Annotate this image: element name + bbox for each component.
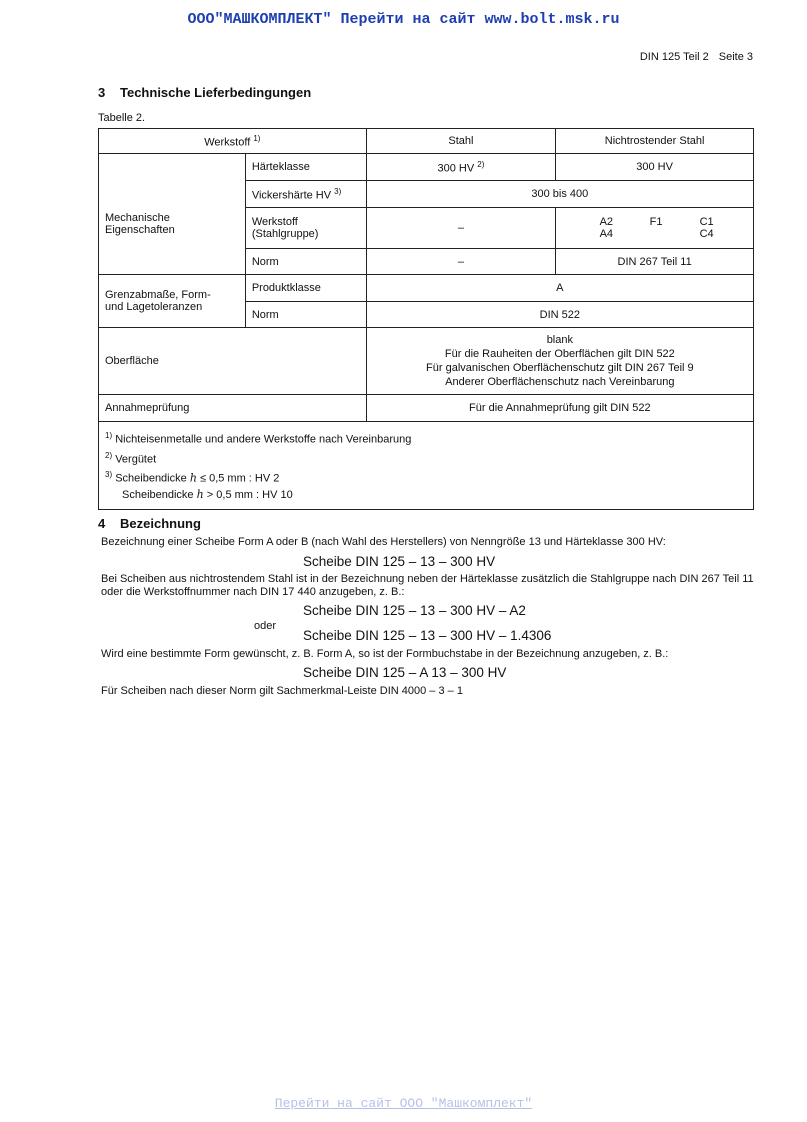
header-nichtrostender-stahl: Nichtrostender Stahl xyxy=(556,129,754,154)
designation-example-1: Scheibe DIN 125 – 13 – 300 HV xyxy=(303,554,496,569)
oder-label: oder xyxy=(254,620,277,632)
paragraph-4: Für Scheiben nach dieser Norm gilt Sachmerkmal-Leiste DIN 4000 – 3 – 1 xyxy=(101,685,463,697)
specs-table xyxy=(98,128,754,510)
top-banner-link[interactable]: ООО"МАШКОМПЛЕКТ" Перейти на сайт www.bolt.msk.ru xyxy=(187,11,620,28)
section-title: Bezeichnung xyxy=(120,516,201,531)
table-footnotes xyxy=(99,422,754,510)
bottom-site-link[interactable]: Перейти на сайт ООО "Машкомплект" xyxy=(274,1096,533,1111)
footnote-1: $^{1)}$ Nichteisenmetalle und andere Werkstoffe nach Vereinbarung xyxy=(105,431,412,446)
werkstoff-stahl: – xyxy=(366,208,556,249)
norm2-value: DIN 522 xyxy=(366,302,753,328)
norm2-label: Norm xyxy=(245,302,366,328)
paragraph-3: Wird eine bestimmte Form gewünscht, z. B. Form A, so ist der Formbuchstabe in der Bezeichnung anzugeben, z. B.: xyxy=(101,648,669,660)
table-row xyxy=(99,154,754,181)
haerteklasse-label: Härteklasse xyxy=(245,154,366,181)
section-number: 4 xyxy=(98,516,106,531)
designation-example-4: Scheibe DIN 125 – A 13 – 300 HV xyxy=(303,665,507,680)
header-werkstoff: Werkstoff $^{1)}$ xyxy=(99,129,367,154)
footnote-3-line-2: Scheibendicke h > 0,5 mm : HV 10 xyxy=(122,487,293,501)
annahmepruefung-value: Für die Annahmeprüfung gilt DIN 522 xyxy=(366,395,753,422)
werkstoff-nichtrost: A2 F1 C1 A4 C4 xyxy=(556,208,754,249)
paragraph-1: Bezeichnung einer Scheibe Form A oder B (nach Wahl des Herstellers) von Nenngröße 13 und Härteklasse 300 HV: xyxy=(101,536,666,548)
table-row xyxy=(99,395,754,422)
grenzabmasse-label: Grenzabmaße, Form- und Lagetoleranzen xyxy=(99,275,246,328)
doc-number: DIN 125 Teil 2 xyxy=(639,51,709,63)
vickershaerte-value: 300 bis 400 xyxy=(366,181,753,208)
table-caption: Tabelle 2. xyxy=(98,112,146,124)
norm-stahl: – xyxy=(366,249,556,275)
section-3-heading xyxy=(98,85,311,100)
paragraph-2: Bei Scheiben aus nichtrostendem Stahl ist in der Bezeichnung neben der Härteklasse zusätzlich die Stahlgruppe nach DIN 267 Teil 11 oder die Werkstoffnummer nach DIN 17 440 anzugeben, z. B.: xyxy=(101,573,754,598)
page-header xyxy=(640,51,753,63)
section-4-heading xyxy=(98,516,201,531)
header-stahl: Stahl xyxy=(366,129,556,154)
produktklasse-value: A xyxy=(366,275,753,302)
section-number: 3 xyxy=(98,85,106,100)
table-footnotes-row xyxy=(99,422,754,510)
haerteklasse-nichtrost: 300 HV xyxy=(556,154,754,181)
section-title: Technische Lieferbedingungen xyxy=(120,85,312,100)
annahmepruefung-label: Annahmeprüfung xyxy=(99,395,367,422)
designation-example-2: Scheibe DIN 125 – 13 – 300 HV – A2 xyxy=(303,603,526,618)
footnote-3: $^{3)}$ Scheibendicke h ≤ 0,5 mm : HV 2 xyxy=(105,470,280,485)
mechanische-eigenschaften-label: Mechanische Eigenschaften xyxy=(99,154,246,275)
oberflaeche-value: blank Für die Rauheiten der Oberflächen gilt DIN 522 Für galvanischen Oberflächenschutz gilt DIN 267 Teil 9 Anderer Oberflächenschutz nach Vereinbarung xyxy=(366,328,753,395)
norm-nichtrost: DIN 267 Teil 11 xyxy=(556,249,754,275)
oberflaeche-label: Oberfläche xyxy=(99,328,367,395)
footnote-2: $^{2)}$ Vergütet xyxy=(105,450,157,466)
table-row xyxy=(99,328,754,395)
produktklasse-label: Produktklasse xyxy=(245,275,366,302)
designation-example-3: Scheibe DIN 125 – 13 – 300 HV – 1.4306 xyxy=(303,628,552,643)
vickershaerte-label: Vickershärte HV $^{3)}$ xyxy=(245,181,366,208)
norm-label: Norm xyxy=(245,249,366,275)
table-row xyxy=(99,275,754,302)
haerteklasse-stahl: 300 HV $^{2)}$ xyxy=(366,154,556,181)
werkstoff-stahlgruppe-label: Werkstoff (Stahlgruppe) xyxy=(245,208,366,249)
page-number: Seite 3 xyxy=(718,51,753,63)
table-header-row xyxy=(99,129,754,154)
